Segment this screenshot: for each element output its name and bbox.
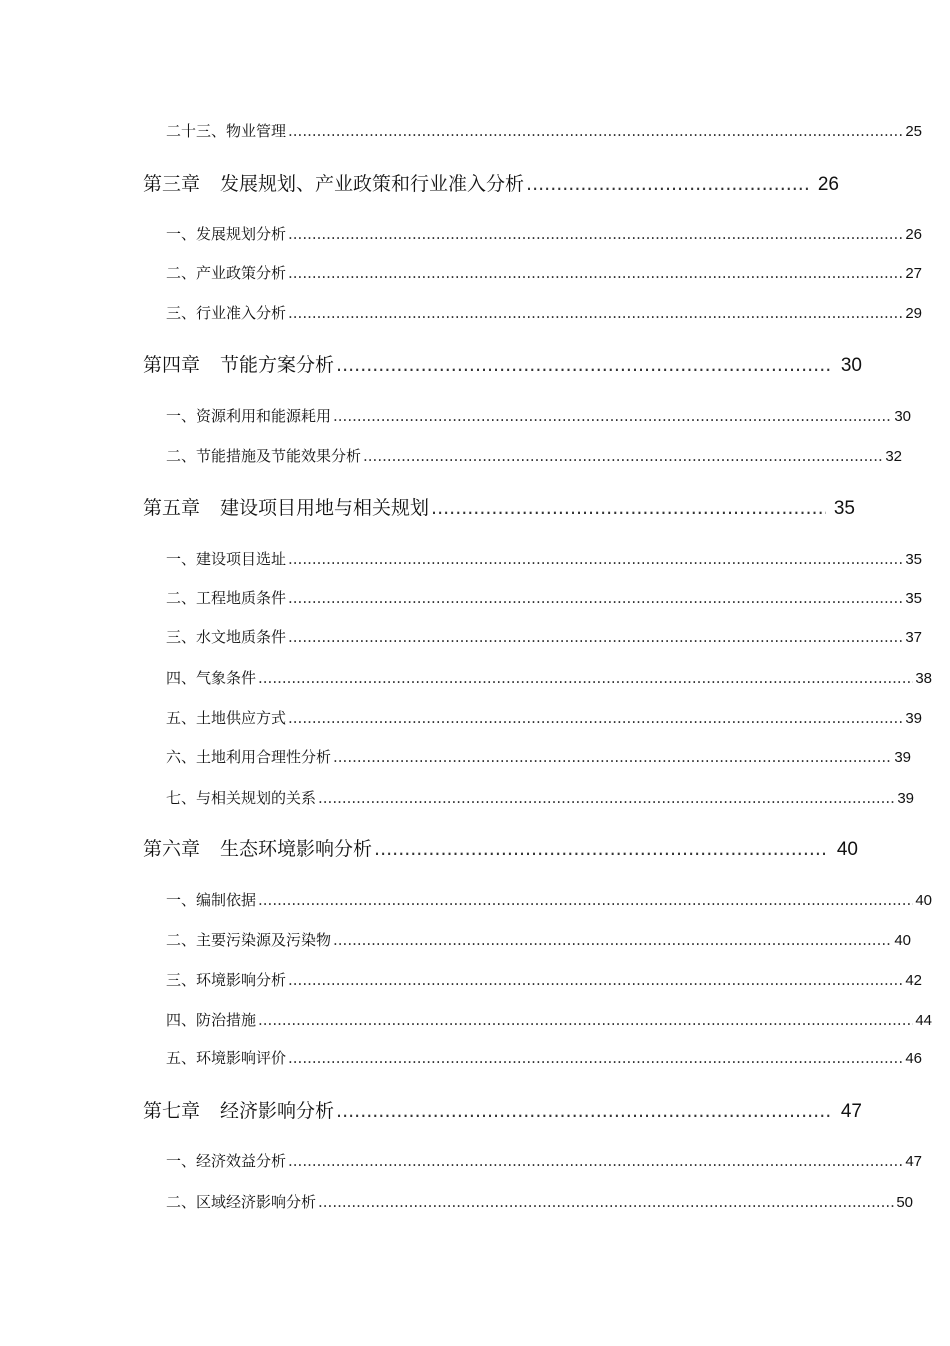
toc-dot-leader	[288, 971, 903, 989]
toc-section-label: 一、建设项目选址	[166, 550, 287, 568]
toc-section-label: 六、土地利用合理性分析	[166, 748, 332, 766]
toc-dot-leader	[288, 1049, 903, 1067]
toc-page-number: 50	[896, 1194, 913, 1211]
toc-page-number: 40	[894, 932, 911, 949]
toc-section-label: 二、产业政策分析	[166, 264, 287, 282]
toc-section-label: 三、行业准入分析	[166, 304, 287, 322]
toc-dot-leader	[363, 447, 883, 465]
toc-page-number: 35	[905, 590, 922, 607]
toc-section-entry[interactable]	[166, 262, 922, 283]
toc-page-number: 27	[905, 265, 922, 282]
toc-section-label: 二、工程地质条件	[166, 589, 287, 607]
toc-section-label: 七、与相关规划的关系	[166, 789, 317, 807]
toc-dot-leader	[333, 931, 892, 949]
toc-chapter-number: 第六章	[143, 838, 201, 860]
toc-section-entry[interactable]	[166, 969, 922, 990]
toc-dot-leader	[288, 304, 903, 322]
toc-section-label: 四、防治措施	[166, 1011, 257, 1029]
toc-dot-leader	[288, 709, 903, 727]
toc-page-number: 38	[915, 670, 932, 687]
toc-chapter-label	[143, 169, 524, 196]
toc-page-number: 47	[905, 1153, 922, 1170]
toc-section-label: 二、主要污染源及污染物	[166, 931, 332, 949]
toc-section-entry[interactable]	[166, 889, 932, 910]
toc-section-label: 一、资源利用和能源耗用	[166, 407, 332, 425]
toc-dot-leader	[258, 1011, 913, 1029]
toc-section-entry[interactable]	[166, 929, 911, 950]
toc-page-number: 37	[905, 629, 922, 646]
toc-page-number: 32	[885, 448, 902, 465]
toc-page-number: 40	[915, 892, 932, 909]
toc-page-number: 46	[905, 1050, 922, 1067]
toc-dot-leader	[336, 354, 833, 376]
toc-chapter-label	[143, 1096, 334, 1123]
toc-section-entry[interactable]	[166, 787, 914, 808]
toc-section-entry[interactable]	[166, 707, 922, 728]
toc-page-number: 35	[905, 551, 922, 568]
toc-section-entry[interactable]	[166, 1009, 932, 1030]
toc-dot-leader	[288, 264, 903, 282]
toc-section-entry[interactable]	[166, 1150, 922, 1171]
toc-chapter-number: 第七章	[143, 1100, 201, 1122]
toc-page-number: 26	[905, 226, 922, 243]
toc-section-label: 一、编制依据	[166, 891, 257, 909]
toc-section-entry[interactable]	[166, 302, 922, 323]
toc-page-number: 30	[894, 408, 911, 425]
toc-dot-leader	[288, 628, 903, 646]
toc-page-number: 30	[840, 355, 862, 376]
toc-dot-leader	[374, 838, 829, 860]
toc-section-entry[interactable]	[166, 746, 911, 767]
toc-section-label: 五、土地供应方式	[166, 709, 287, 727]
toc-chapter-entry[interactable]	[143, 169, 839, 196]
toc-chapter-title: 生态环境影响分析	[220, 838, 373, 860]
toc-dot-leader	[288, 589, 903, 607]
toc-dot-leader	[288, 122, 903, 140]
toc-section-entry[interactable]	[166, 1047, 922, 1068]
toc-dot-leader	[333, 407, 892, 425]
toc-page-number: 39	[905, 710, 922, 727]
toc-page-number: 35	[833, 498, 855, 519]
toc-chapter-entry[interactable]	[143, 1096, 862, 1123]
toc-page-number: 47	[840, 1101, 862, 1122]
toc-dot-leader	[318, 1193, 894, 1211]
toc-dot-leader	[288, 550, 903, 568]
toc-chapter-label	[143, 834, 372, 861]
toc-chapter-title: 建设项目用地与相关规划	[220, 497, 430, 519]
toc-dot-leader	[288, 1152, 903, 1170]
toc-chapter-label	[143, 493, 429, 520]
toc-chapter-entry[interactable]	[143, 350, 862, 377]
toc-section-label: 一、经济效益分析	[166, 1152, 287, 1170]
toc-chapter-title: 发展规划、产业政策和行业准入分析	[220, 173, 525, 195]
toc-chapter-number: 第四章	[143, 354, 201, 376]
toc-chapter-title: 节能方案分析	[220, 354, 335, 376]
toc-chapter-title: 经济影响分析	[220, 1100, 335, 1122]
toc-dot-leader	[333, 748, 892, 766]
toc-section-entry[interactable]	[166, 626, 922, 647]
toc-section-label: 一、发展规划分析	[166, 225, 287, 243]
toc-page-number: 29	[905, 305, 922, 322]
toc-page-number: 44	[915, 1012, 932, 1029]
toc-chapter-number: 第五章	[143, 497, 201, 519]
toc-page-number: 26	[817, 174, 839, 195]
toc-section-label: 二、节能措施及节能效果分析	[166, 447, 362, 465]
toc-chapter-label	[143, 350, 334, 377]
toc-page-number: 39	[894, 749, 911, 766]
toc-page-number: 39	[897, 790, 914, 807]
toc-section-entry[interactable]	[166, 120, 922, 141]
toc-section-entry[interactable]	[166, 667, 932, 688]
toc-section-label: 二十三、物业管理	[166, 122, 287, 140]
toc-section-label: 三、环境影响分析	[166, 971, 287, 989]
toc-dot-leader	[431, 497, 826, 519]
toc-dot-leader	[258, 669, 913, 687]
toc-section-entry[interactable]	[166, 445, 902, 466]
toc-section-label: 五、环境影响评价	[166, 1049, 287, 1067]
toc-dot-leader	[336, 1100, 833, 1122]
toc-dot-leader	[258, 891, 913, 909]
toc-section-entry[interactable]	[166, 223, 922, 244]
toc-section-label: 四、气象条件	[166, 669, 257, 687]
toc-chapter-entry[interactable]	[143, 493, 855, 520]
toc-dot-leader	[526, 173, 810, 195]
toc-section-entry[interactable]	[166, 1191, 913, 1212]
toc-dot-leader	[318, 789, 895, 807]
toc-page-number: 40	[836, 839, 858, 860]
toc-section-entry[interactable]	[166, 548, 922, 569]
toc-section-label: 三、水文地质条件	[166, 628, 287, 646]
toc-section-entry[interactable]	[166, 405, 911, 426]
toc-page-number: 42	[905, 972, 922, 989]
toc-page-number: 25	[905, 123, 922, 140]
toc-chapter-number: 第三章	[143, 173, 201, 195]
toc-chapter-entry[interactable]	[143, 834, 858, 861]
toc-section-label: 二、区域经济影响分析	[166, 1193, 317, 1211]
toc-dot-leader	[288, 225, 903, 243]
toc-section-entry[interactable]	[166, 587, 922, 608]
